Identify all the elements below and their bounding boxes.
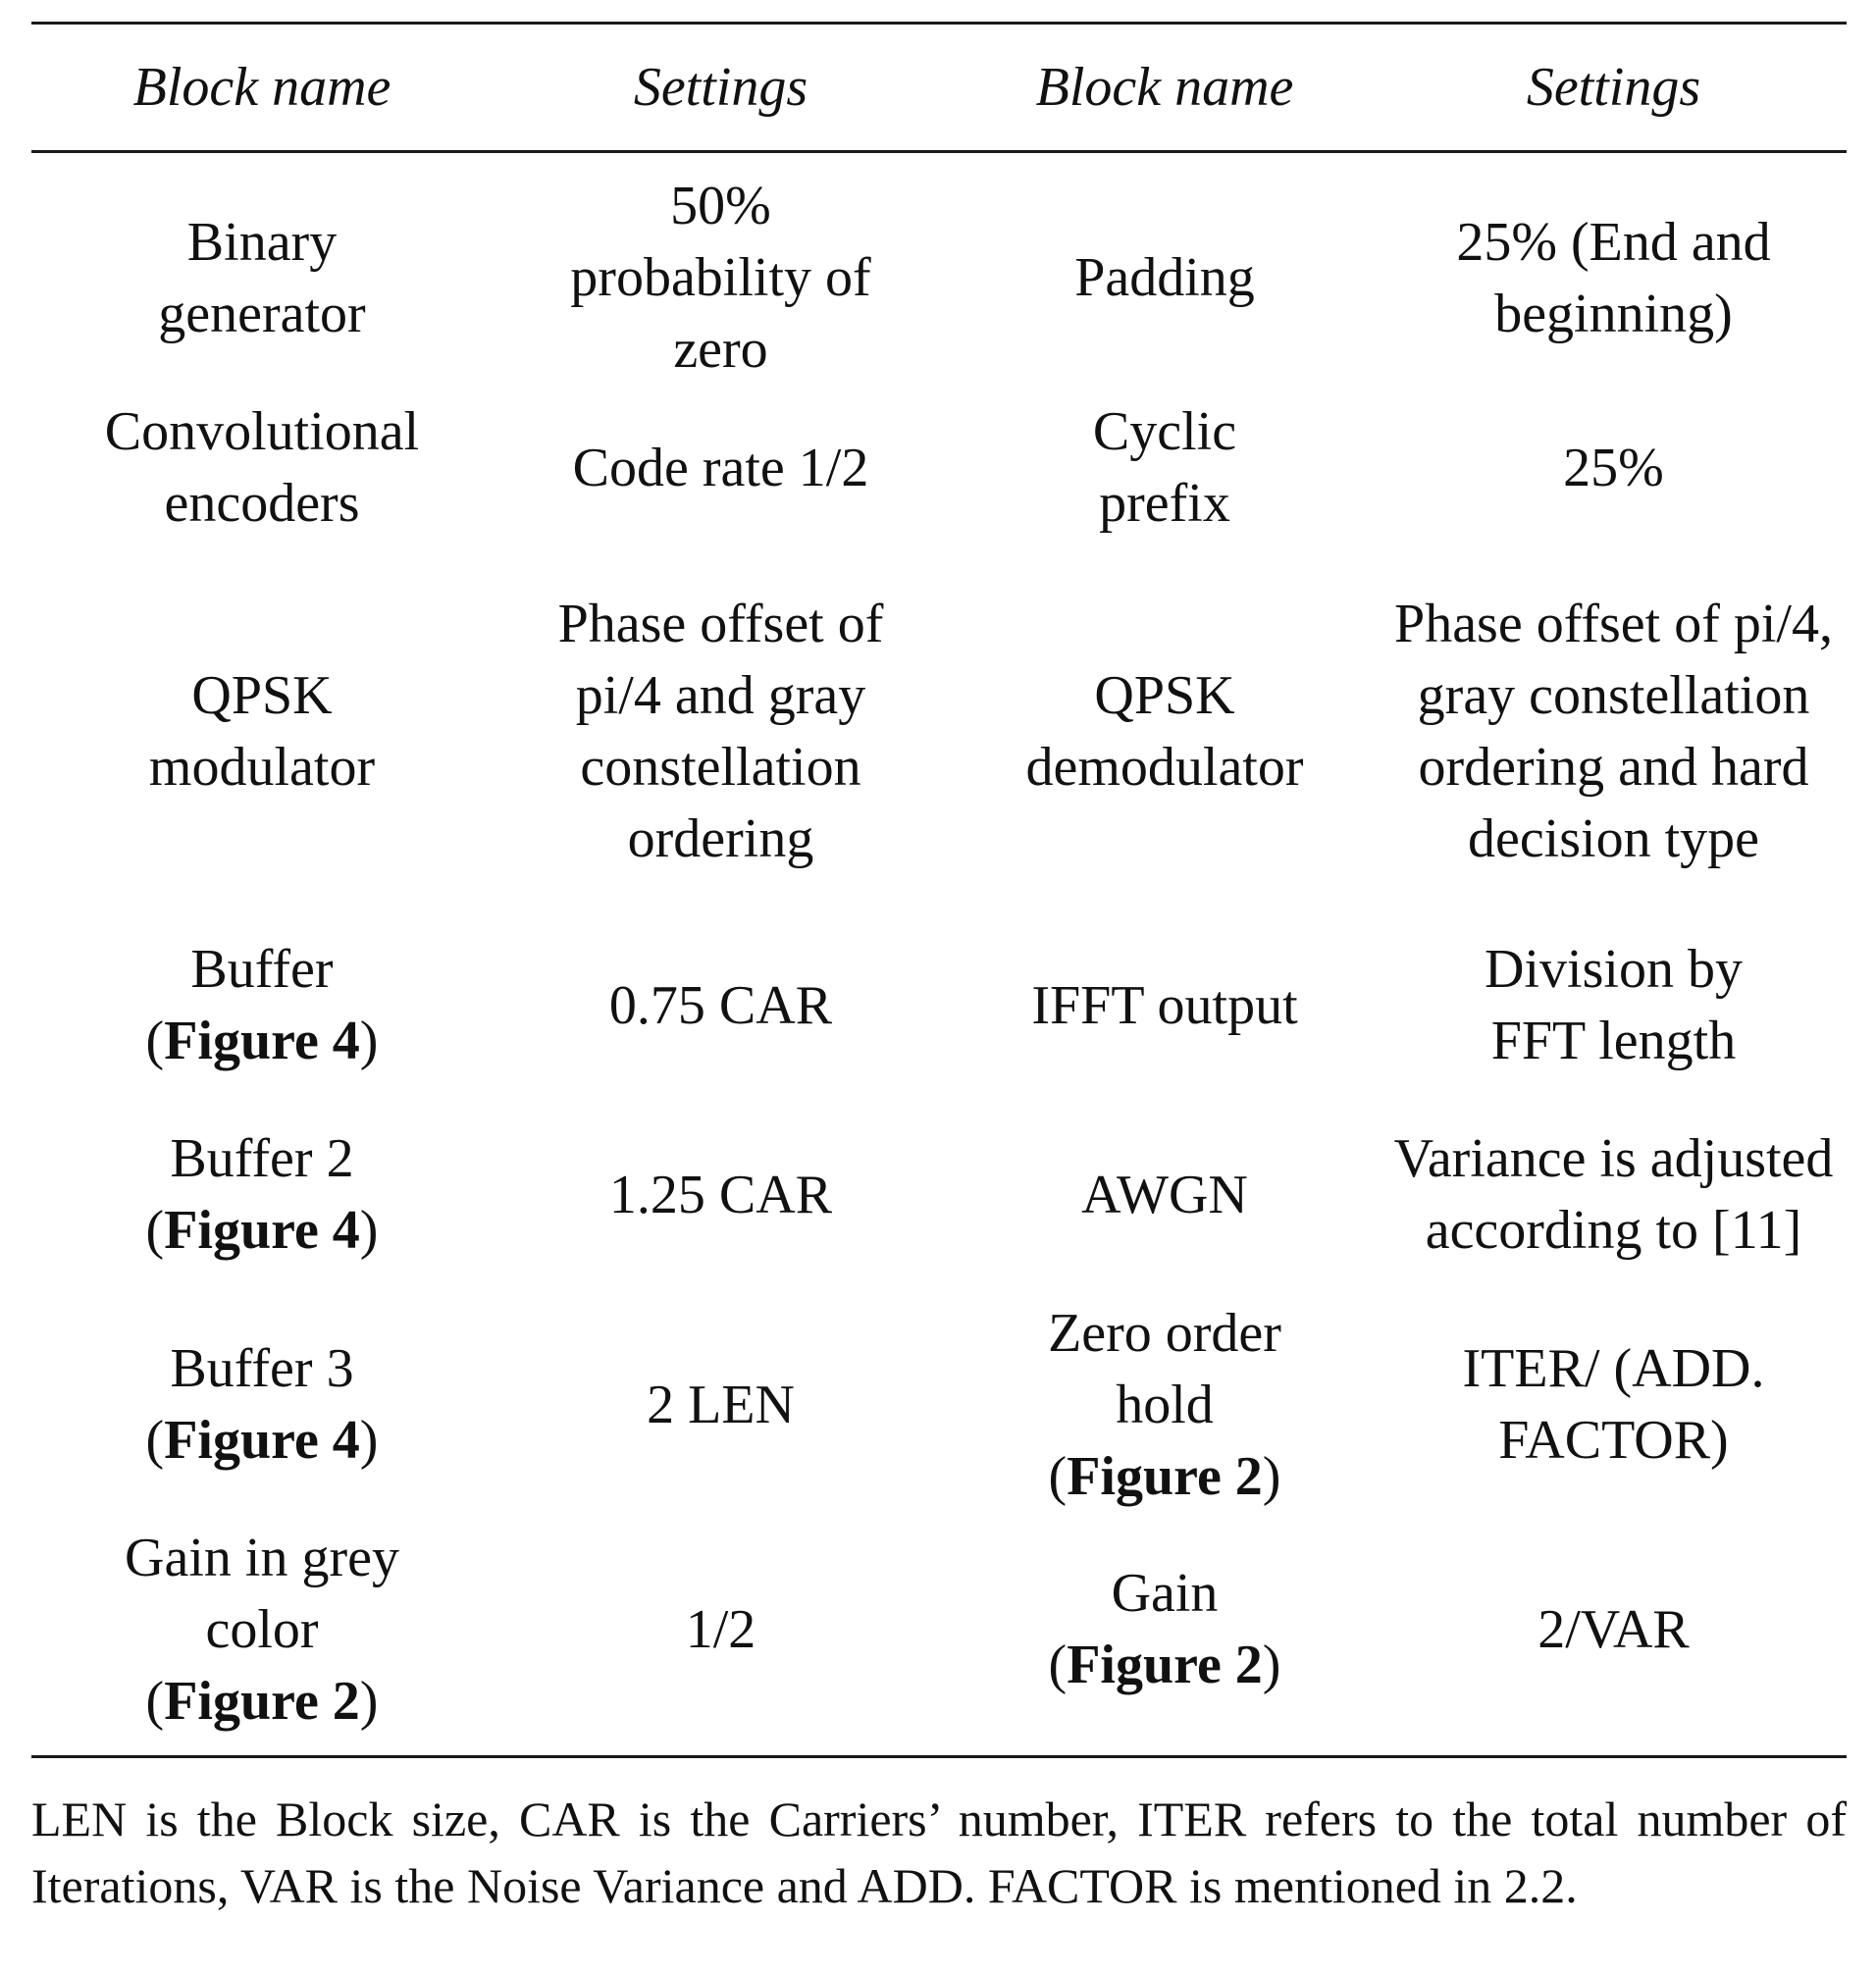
block-name-cell bbox=[949, 1292, 1381, 1518]
figure-ref: (Figure 4) bbox=[145, 1410, 379, 1471]
settings-text: 1/2 bbox=[685, 1598, 756, 1660]
settings-text: Phase offset of pi/4, gray constellation ordering and hard decision type bbox=[1394, 594, 1833, 869]
settings-text: 50% probability of zero bbox=[570, 176, 871, 380]
figure-ref: (Figure 2) bbox=[1048, 1445, 1281, 1507]
table-row bbox=[31, 550, 1847, 913]
block-name-cell bbox=[949, 171, 1381, 386]
figure-ref: (Figure 4) bbox=[145, 1200, 379, 1261]
block-name-text: Padding bbox=[1074, 247, 1255, 308]
block-name-text: AWGN bbox=[1081, 1164, 1248, 1225]
figure-ref-label: Figure 4 bbox=[164, 1200, 360, 1261]
settings-text: 25% (End and beginning) bbox=[1456, 211, 1771, 344]
settings-text: 25% bbox=[1563, 437, 1664, 498]
settings-cell bbox=[493, 171, 949, 386]
figure-ref: (Figure 2) bbox=[145, 1670, 379, 1732]
figure-ref-label: Figure 2 bbox=[164, 1670, 360, 1732]
table-row bbox=[31, 386, 1847, 550]
block-name-cell bbox=[31, 171, 493, 386]
settings-text: ITER/ (ADD. FACTOR) bbox=[1462, 1338, 1765, 1471]
bottom-rule bbox=[31, 1755, 1847, 1758]
block-name-cell bbox=[949, 386, 1381, 550]
block-name-text: Binary generator bbox=[158, 211, 366, 344]
settings-cell bbox=[1381, 1292, 1847, 1518]
settings-text: Variance is adjusted according to [11] bbox=[1393, 1128, 1834, 1261]
settings-cell bbox=[493, 1098, 949, 1292]
block-name-cell bbox=[31, 913, 493, 1098]
block-name-text: Buffer 3 bbox=[170, 1338, 354, 1399]
block-name-text: Buffer bbox=[190, 939, 334, 1000]
block-name-cell bbox=[31, 1292, 493, 1518]
block-name-text: Gain bbox=[1111, 1563, 1219, 1624]
table-header-row bbox=[31, 25, 1847, 150]
header-block-name-1: Block name bbox=[132, 57, 391, 118]
block-name-text: QPSK demodulator bbox=[1025, 665, 1304, 798]
settings-cell bbox=[493, 913, 949, 1098]
block-name-text: QPSK modulator bbox=[148, 665, 376, 798]
settings-cell bbox=[493, 386, 949, 550]
settings-cell bbox=[1381, 913, 1847, 1098]
settings-cell bbox=[493, 1518, 949, 1741]
block-name-cell bbox=[949, 1518, 1381, 1741]
block-name-text: Zero order hold bbox=[1048, 1302, 1281, 1435]
settings-table-container bbox=[31, 22, 1847, 1919]
block-name-text: IFFT output bbox=[1031, 974, 1298, 1036]
table-row bbox=[31, 1292, 1847, 1518]
settings-cell bbox=[1381, 550, 1847, 913]
header-settings-1: Settings bbox=[633, 57, 808, 118]
settings-cell bbox=[493, 1292, 949, 1518]
figure-ref-label: Figure 2 bbox=[1067, 1445, 1263, 1507]
block-name-text: Gain in grey color bbox=[125, 1527, 399, 1660]
settings-table-body bbox=[31, 171, 1847, 1741]
block-name-cell bbox=[31, 1518, 493, 1741]
settings-cell bbox=[1381, 1098, 1847, 1292]
table-row bbox=[31, 171, 1847, 386]
table-row bbox=[31, 1098, 1847, 1292]
table-row bbox=[31, 1518, 1847, 1741]
block-name-text: Buffer 2 bbox=[170, 1128, 354, 1189]
settings-text: Division by FFT length bbox=[1485, 939, 1743, 1071]
settings-text: 2 LEN bbox=[647, 1374, 795, 1435]
header-block-name-2: Block name bbox=[1035, 57, 1294, 118]
block-name-text: Cyclic prefix bbox=[1092, 401, 1237, 534]
settings-cell bbox=[1381, 1518, 1847, 1741]
block-name-cell bbox=[949, 913, 1381, 1098]
figure-ref: (Figure 4) bbox=[145, 1011, 379, 1071]
settings-text: 2/VAR bbox=[1537, 1598, 1690, 1660]
block-name-cell bbox=[31, 1098, 493, 1292]
figure-ref-label: Figure 2 bbox=[1067, 1635, 1263, 1695]
figure-ref-label: Figure 4 bbox=[164, 1410, 360, 1471]
table-row bbox=[31, 913, 1847, 1098]
block-name-cell bbox=[31, 550, 493, 913]
block-name-text: Convolutional encoders bbox=[104, 401, 420, 534]
settings-cell bbox=[1381, 171, 1847, 386]
table-footnote: LEN is the Block size, CAR is the Carriers’ number, ITER refers to the total number of Iterations, VAR is the Noise Variance and ADD. FACTOR is mentioned in 2.2. bbox=[31, 1792, 1847, 1913]
settings-cell bbox=[493, 550, 949, 913]
settings-text: 1.25 CAR bbox=[608, 1164, 833, 1225]
figure-ref-label: Figure 4 bbox=[164, 1011, 360, 1071]
block-name-cell bbox=[31, 386, 493, 550]
block-name-cell bbox=[949, 550, 1381, 913]
settings-text: Phase offset of pi/4 and gray constellation ordering bbox=[557, 594, 884, 869]
settings-text: 0.75 CAR bbox=[608, 974, 833, 1036]
block-name-cell bbox=[949, 1098, 1381, 1292]
settings-cell bbox=[1381, 386, 1847, 550]
figure-ref: (Figure 2) bbox=[1048, 1635, 1281, 1695]
settings-text: Code rate 1/2 bbox=[572, 437, 869, 498]
header-settings-2: Settings bbox=[1526, 57, 1701, 118]
